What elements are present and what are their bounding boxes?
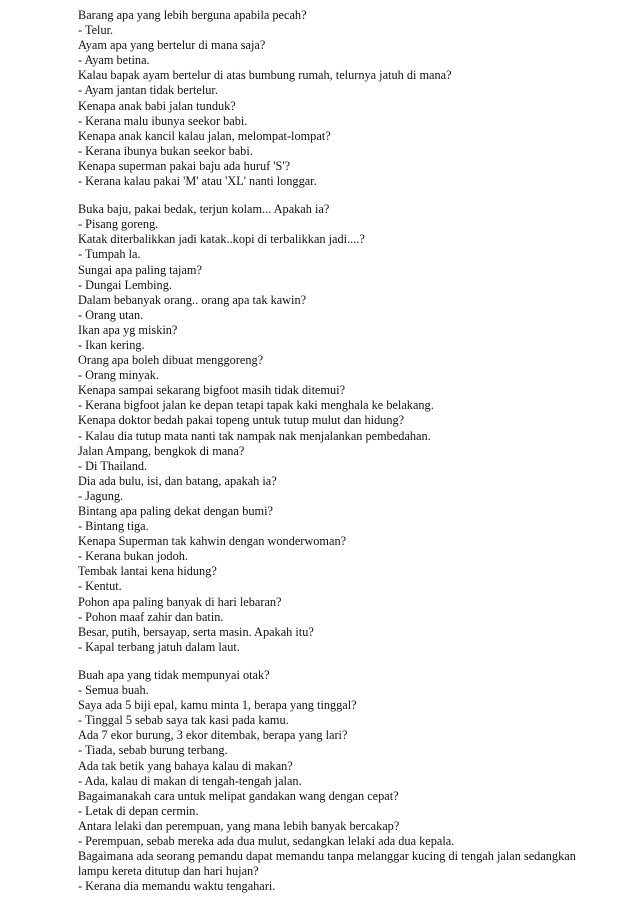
riddle-question: Kenapa anak kancil kalau jalan, melompat-lompat?: [78, 128, 331, 143]
riddle-answer: - Kerana bigfoot jalan ke depan tetapi tapak kaki menghala ke belakang.: [78, 398, 434, 413]
riddle-question: Saya ada 5 biji epal, kamu minta 1, berapa yang tinggal?: [78, 698, 357, 713]
riddle-question: Buka baju, pakai bedak, terjun kolam... Apakah ia?: [78, 202, 330, 217]
riddle-answer: - Kerana ibunya bukan seekor babi.: [78, 143, 253, 158]
riddle-answer: - Ikan kering.: [78, 337, 145, 352]
riddle-answer: - Kentut.: [78, 579, 122, 594]
riddle-question: Dia ada bulu, isi, dan batang, apakah ia?: [78, 473, 277, 488]
riddle-question: Ada 7 ekor burung, 3 ekor ditembak, berapa yang lari?: [78, 728, 348, 743]
riddle-answer: - Perempuan, sebab mereka ada dua mulut, sedangkan lelaki ada dua kepala.: [78, 833, 455, 848]
riddle-question: Kenapa Superman tak kahwin dengan wonderwoman?: [78, 534, 347, 549]
riddle-question: Pohon apa paling banyak di hari lebaran?: [78, 594, 282, 609]
riddle-question: Bagaimana ada seorang pemandu dapat memandu tanpa melanggar kucing di tengah jalan sedangkan lampu kereta ditutup dan hari hujan?: [78, 849, 576, 879]
riddle-question: Ikan apa yg miskin?: [78, 322, 178, 337]
riddle-question: Dalam bebanyak orang.. orang apa tak kawin?: [78, 292, 307, 307]
riddle-question: Ada tak betik yang bahaya kalau di makan?: [78, 758, 293, 773]
riddle-answer: - Orang utan.: [78, 307, 144, 322]
riddle-question: Kenapa superman pakai baju ada huruf 'S'?: [78, 158, 291, 173]
riddle-answer: - Dungai Lembing.: [78, 277, 172, 292]
riddle-answer: - Kerana bukan jodoh.: [78, 549, 188, 564]
riddle-block-2: [78, 202, 598, 655]
riddle-answer: - Ayam jantan tidak bertelur.: [78, 83, 218, 98]
riddle-answer: - Semua buah.: [78, 683, 149, 698]
riddle-question: Jalan Ampang, bengkok di mana?: [78, 443, 245, 458]
riddle-answer: - Jagung.: [78, 488, 124, 503]
riddle-question: Tembak lantai kena hidung?: [78, 564, 217, 579]
riddle-question: Besar, putih, bersayap, serta masin. Apakah itu?: [78, 624, 314, 639]
riddle-question: Barang apa yang lebih berguna apabila pecah?: [78, 8, 307, 22]
riddle-answer: - Tumpah la.: [78, 247, 141, 262]
riddle-answer: - Orang minyak.: [78, 368, 159, 383]
riddle-block-3: [78, 668, 598, 894]
riddle-question: Kenapa doktor bedah pakai topeng untuk tutup mulut dan hidung?: [78, 413, 405, 428]
riddle-question: Kenapa sampai sekarang bigfoot masih tidak ditemui?: [78, 383, 346, 398]
riddle-answer: - Kerana malu ibunya seekor babi.: [78, 113, 248, 128]
riddle-answer: - Bintang tiga.: [78, 519, 149, 534]
riddle-question: Bagaimanakah cara untuk melipat gandakan wang dengan cepat?: [78, 788, 399, 803]
riddle-question: Ayam apa yang bertelur di mana saja?: [78, 38, 266, 53]
riddle-question: Antara lelaki dan perempuan, yang mana lebih banyak bercakap?: [78, 818, 400, 833]
riddle-answer: - Tiada, sebab burung terbang.: [78, 743, 228, 758]
riddle-answer: - Kalau dia tutup mata nanti tak nampak nak menjalankan pembedahan.: [78, 428, 431, 443]
riddle-answer: - Ayam betina.: [78, 53, 150, 68]
riddle-question: Sungai apa paling tajam?: [78, 262, 202, 277]
riddle-answer: - Telur.: [78, 23, 114, 38]
riddle-answer: - Di Thailand.: [78, 458, 148, 473]
riddle-answer: - Pohon maaf zahir dan batin.: [78, 609, 224, 624]
riddle-question: Kenapa anak babi jalan tunduk?: [78, 98, 236, 113]
riddle-answer: - Pisang goreng.: [78, 217, 159, 232]
riddle-block-1: [78, 8, 598, 189]
riddle-question: Kalau bapak ayam bertelur di atas bumbung rumah, telurnya jatuh di mana?: [78, 68, 452, 83]
riddle-answer: - Kerana kalau pakai 'M' atau 'XL' nanti longgar.: [78, 174, 317, 189]
riddle-answer: - Tinggal 5 sebab saya tak kasi pada kamu.: [78, 713, 289, 728]
riddle-question: Bintang apa paling dekat dengan bumi?: [78, 504, 273, 518]
riddle-question: Buah apa yang tidak mempunyai otak?: [78, 667, 270, 682]
riddle-question: Katak diterbalikkan jadi katak..kopi di terbalikkan jadi....?: [78, 232, 365, 247]
riddle-answer: - Letak di depan cermin.: [78, 803, 199, 818]
riddle-answer: - Kerana dia memandu waktu tengahari.: [78, 879, 276, 894]
riddle-question: Orang apa boleh dibuat menggoreng?: [78, 353, 264, 368]
riddle-answer: - Kapal terbang jatuh dalam laut.: [78, 639, 240, 654]
riddle-answer: - Ada, kalau di makan di tengah-tengah jalan.: [78, 773, 302, 788]
